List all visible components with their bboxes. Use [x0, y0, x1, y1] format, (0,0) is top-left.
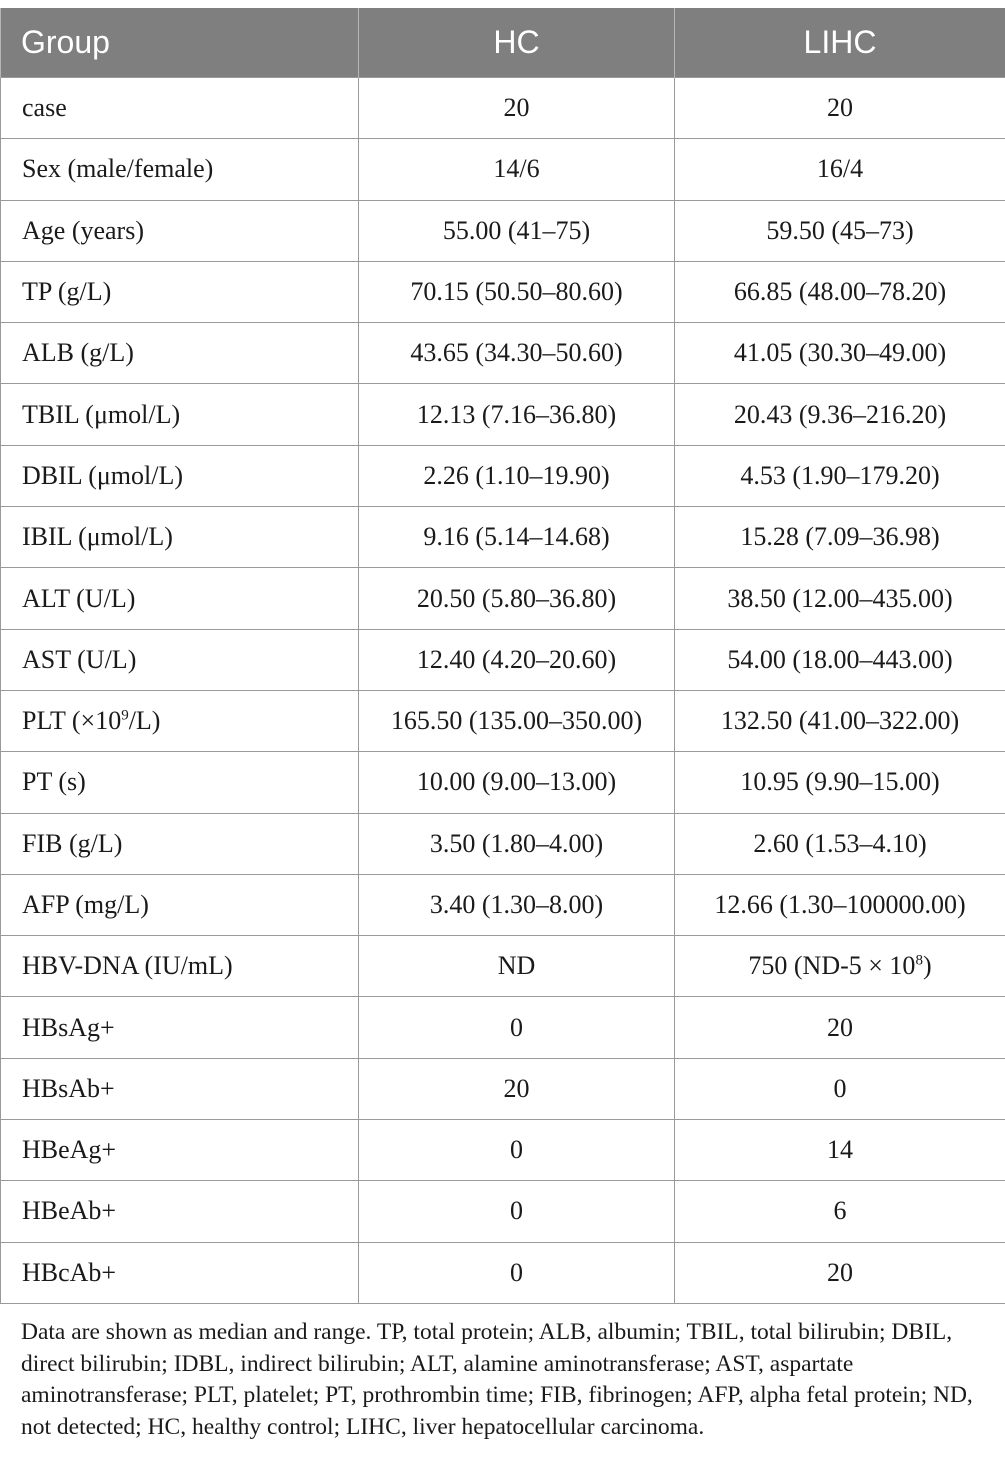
hc-value: 0: [359, 997, 675, 1058]
label-superscript: 9: [121, 707, 129, 724]
row-label: [1, 690, 359, 751]
hc-value: 0: [359, 1242, 675, 1303]
table-row: [1, 323, 1005, 384]
hc-value: ND: [359, 936, 675, 997]
lihc-value: 6: [675, 1181, 1005, 1242]
row-label: DBIL (μmol/L): [1, 445, 359, 506]
table-row: [1, 261, 1005, 322]
row-label: Age (years): [1, 200, 359, 261]
row-label: HBsAg+: [1, 997, 359, 1058]
hc-value: 3.40 (1.30–8.00): [359, 874, 675, 935]
hc-value: 165.50 (135.00–350.00): [359, 690, 675, 751]
table-row: [1, 997, 1005, 1058]
lihc-value: 14: [675, 1120, 1005, 1181]
lihc-value: 20: [675, 1242, 1005, 1303]
clinical-table-container: [0, 8, 1005, 1304]
hc-value: 10.00 (9.00–13.00): [359, 752, 675, 813]
hc-value: 20: [359, 1058, 675, 1119]
table-footnote: Data are shown as median and range. TP, total protein; ALB, albumin; TBIL, total bilirubin; DBIL, direct bilirubin; IDBL, indirect bilirubin; ALT, alamine aminotransferase; AST, aspartate aminotransferase; PLT, platelet; PT, prothrombin time; FIB, fibrinogen; AFP, alpha fetal protein; ND, not detected; HC, healthy control; LIHC, liver hepatocellular carcinoma.: [21, 1319, 973, 1440]
table-row: [1, 1120, 1005, 1181]
row-label: ALB (g/L): [1, 323, 359, 384]
value-text: 750 (ND-5 × 10: [748, 951, 916, 981]
table-row: [1, 629, 1005, 690]
row-label: case: [1, 78, 359, 139]
header-group: Group: [1, 8, 359, 78]
hc-value: 2.26 (1.10–19.90): [359, 445, 675, 506]
lihc-value: 12.66 (1.30–100000.00): [675, 874, 1005, 935]
hc-value: 0: [359, 1181, 675, 1242]
lihc-value: 66.85 (48.00–78.20): [675, 261, 1005, 322]
row-label: ALT (U/L): [1, 568, 359, 629]
lihc-value: 59.50 (45–73): [675, 200, 1005, 261]
row-label: TBIL (μmol/L): [1, 384, 359, 445]
lihc-value: [675, 936, 1005, 997]
lihc-value: 20: [675, 78, 1005, 139]
table-row: [1, 200, 1005, 261]
row-label: AFP (mg/L): [1, 874, 359, 935]
value-superscript: 8: [915, 952, 923, 969]
clinical-characteristics-table: [0, 8, 1005, 1304]
lihc-value: 0: [675, 1058, 1005, 1119]
row-label: Sex (male/female): [1, 139, 359, 200]
value-text-suffix: ): [922, 951, 932, 981]
lihc-value: 20.43 (9.36–216.20): [675, 384, 1005, 445]
table-row: [1, 384, 1005, 445]
label-text: PLT (×10: [22, 706, 122, 736]
table-row: [1, 752, 1005, 813]
table-row: [1, 1242, 1005, 1303]
table-row: [1, 1058, 1005, 1119]
lihc-value: 16/4: [675, 139, 1005, 200]
hc-value: 70.15 (50.50–80.60): [359, 261, 675, 322]
row-label: AST (U/L): [1, 629, 359, 690]
table-header: [1, 8, 1005, 78]
hc-value: 14/6: [359, 139, 675, 200]
lihc-value: 10.95 (9.90–15.00): [675, 752, 1005, 813]
hc-value: 0: [359, 1120, 675, 1181]
row-label: HBsAb+: [1, 1058, 359, 1119]
table-row: [1, 507, 1005, 568]
row-label: HBeAg+: [1, 1120, 359, 1181]
lihc-value: 132.50 (41.00–322.00): [675, 690, 1005, 751]
row-label: IBIL (μmol/L): [1, 507, 359, 568]
row-label: FIB (g/L): [1, 813, 359, 874]
hc-value: 20.50 (5.80–36.80): [359, 568, 675, 629]
lihc-value: 54.00 (18.00–443.00): [675, 629, 1005, 690]
row-label: HBV-DNA (IU/mL): [1, 936, 359, 997]
table-row: [1, 936, 1005, 997]
row-label: HBcAb+: [1, 1242, 359, 1303]
header-row: [1, 8, 1005, 78]
hc-value: 3.50 (1.80–4.00): [359, 813, 675, 874]
table-row: [1, 445, 1005, 506]
table-body: [1, 78, 1005, 1304]
hc-value: 55.00 (41–75): [359, 200, 675, 261]
table-row: [1, 78, 1005, 139]
hc-value: 12.13 (7.16–36.80): [359, 384, 675, 445]
table-row: [1, 568, 1005, 629]
hc-value: 20: [359, 78, 675, 139]
row-label: HBeAb+: [1, 1181, 359, 1242]
table-row: [1, 874, 1005, 935]
table-row: [1, 139, 1005, 200]
table-row: [1, 1181, 1005, 1242]
hc-value: 43.65 (34.30–50.60): [359, 323, 675, 384]
lihc-value: 15.28 (7.09–36.98): [675, 507, 1005, 568]
row-label: TP (g/L): [1, 261, 359, 322]
header-lihc: LIHC: [675, 8, 1005, 78]
lihc-value: 4.53 (1.90–179.20): [675, 445, 1005, 506]
hc-value: 9.16 (5.14–14.68): [359, 507, 675, 568]
header-hc: HC: [359, 8, 675, 78]
lihc-value: 2.60 (1.53–4.10): [675, 813, 1005, 874]
row-label: PT (s): [1, 752, 359, 813]
lihc-value: 20: [675, 997, 1005, 1058]
hc-value: 12.40 (4.20–20.60): [359, 629, 675, 690]
lihc-value: 41.05 (30.30–49.00): [675, 323, 1005, 384]
table-row: [1, 690, 1005, 751]
label-text-suffix: /L): [128, 706, 161, 736]
lihc-value: 38.50 (12.00–435.00): [675, 568, 1005, 629]
table-row: [1, 813, 1005, 874]
